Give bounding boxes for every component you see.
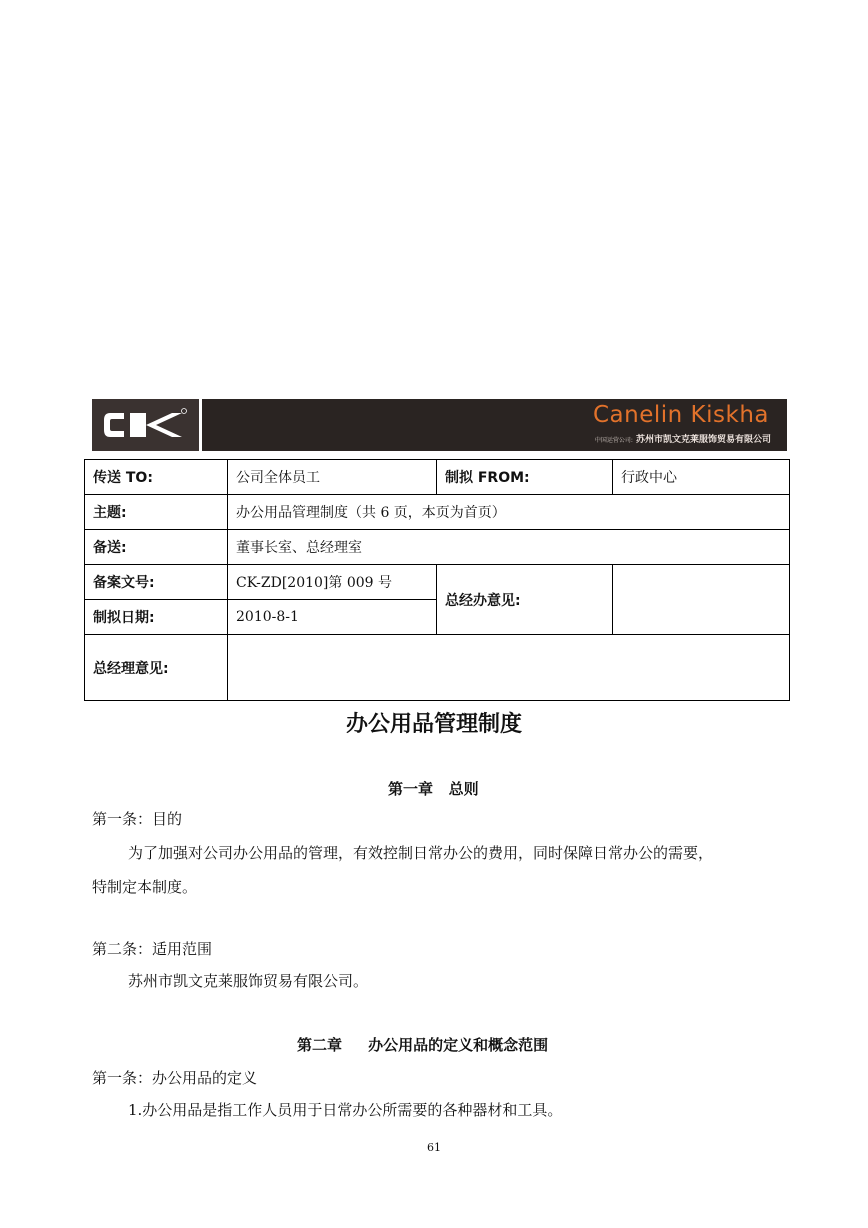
subtitle-prefix: 中国运营公司: bbox=[594, 437, 633, 444]
page-number: 61 bbox=[427, 1141, 441, 1154]
cc-value: 董事长室、总经理室 bbox=[228, 530, 790, 565]
company-banner bbox=[92, 399, 787, 451]
chapter-2-heading: 第二章 办公用品的定义和概念范围 bbox=[297, 1036, 549, 1054]
gm-opinion-label: 总经理意见: bbox=[85, 635, 228, 701]
to-value: 公司全体员工 bbox=[228, 460, 437, 495]
article-1-heading: 第一条：目的 bbox=[92, 810, 183, 828]
company-logo bbox=[92, 399, 202, 451]
article-1-line-1: 为了加强对公司办公用品的管理，有效控制日常办公的费用，同时保障日常办公的需要， bbox=[128, 844, 714, 862]
article-2-text: 苏州市凯文克莱服饰贸易有限公司。 bbox=[128, 972, 369, 990]
ck-logo-icon bbox=[102, 407, 188, 443]
company-name: 苏州市凯文克莱服饰贸易有限公司 bbox=[635, 435, 771, 445]
brand-subtitle bbox=[595, 432, 771, 445]
office-opinion-value bbox=[613, 565, 790, 635]
table-row bbox=[85, 565, 790, 600]
table-row bbox=[85, 530, 790, 565]
brand-name: Canelin Kiskha bbox=[593, 402, 769, 428]
date-label: 制拟日期: bbox=[85, 600, 228, 635]
chapter-2-article-1-heading: 第一条：办公用品的定义 bbox=[92, 1069, 258, 1087]
cc-label: 备送: bbox=[85, 530, 228, 565]
table-row bbox=[85, 635, 790, 701]
docno-label: 备案文号: bbox=[85, 565, 228, 600]
gm-opinion-value bbox=[228, 635, 790, 701]
table-row bbox=[85, 460, 790, 495]
from-value: 行政中心 bbox=[613, 460, 790, 495]
chapter-2-article-1-item-1: 1.办公用品是指工作人员用于日常办公所需要的各种器材和工具。 bbox=[128, 1101, 563, 1119]
table-row bbox=[85, 495, 790, 530]
office-opinion-label: 总经办意见: bbox=[437, 565, 613, 635]
subject-label: 主题: bbox=[85, 495, 228, 530]
memo-header-table bbox=[84, 459, 790, 701]
from-label: 制拟 FROM: bbox=[437, 460, 613, 495]
article-1-line-2: 特制定本制度。 bbox=[92, 878, 198, 896]
date-value: 2010-8-1 bbox=[228, 600, 437, 635]
article-2-heading: 第二条：适用范围 bbox=[92, 940, 213, 958]
to-label: 传送 TO: bbox=[85, 460, 228, 495]
chapter-1-heading: 第一章 总则 bbox=[388, 780, 479, 798]
docno-value: CK-ZD[2010]第 009 号 bbox=[228, 565, 437, 600]
subject-value: 办公用品管理制度（共 6 页，本页为首页） bbox=[228, 495, 790, 530]
document-title: 办公用品管理制度 bbox=[345, 712, 522, 737]
